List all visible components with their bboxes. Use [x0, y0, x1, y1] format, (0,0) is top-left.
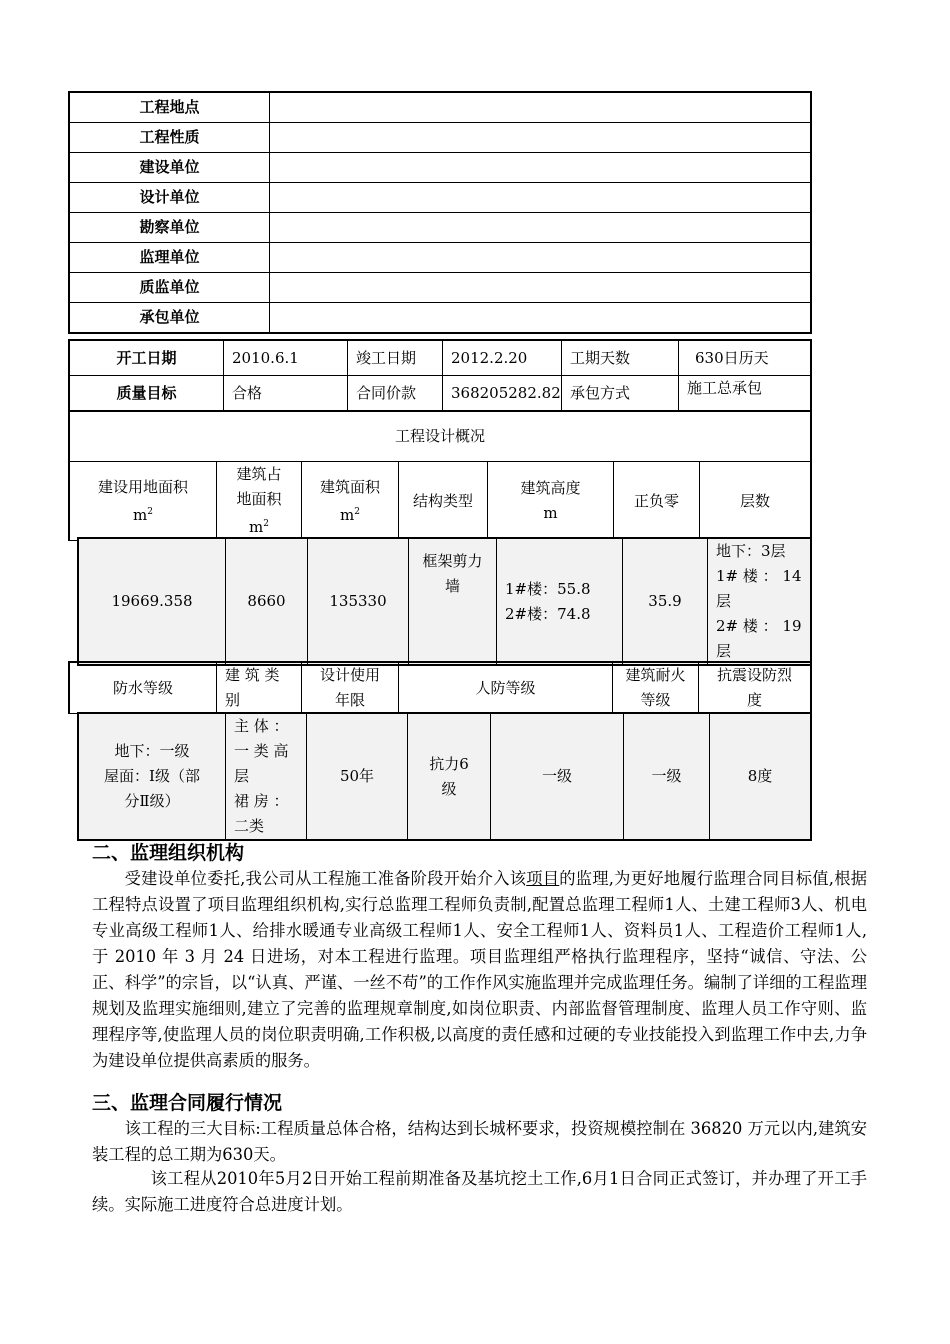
- floors-header: 层数: [700, 462, 812, 541]
- info-value: [270, 273, 812, 303]
- info-label: 质监单位: [69, 273, 270, 303]
- zero-level-value: 35.9: [623, 538, 708, 665]
- info-row: [69, 213, 811, 243]
- info-label: 工程地点: [69, 92, 270, 123]
- start-date-value: 2010.6.1: [224, 340, 348, 376]
- info-value: [270, 183, 812, 213]
- structure-header: 结构类型: [399, 462, 488, 541]
- contract-type-label: 承包方式: [562, 376, 679, 412]
- section-3-paragraph-2: 该工程从2010年5月2日开始工程前期准备及基坑挖土工作,6月1日合同正式签订，并办理了开工手续。实际施工进度符合总进度计划。: [92, 1169, 867, 1214]
- design-values-table: [77, 537, 812, 666]
- design-values-table-2: [77, 712, 812, 841]
- info-row: [69, 303, 811, 334]
- civil-defense-header: 人防等级: [399, 662, 613, 714]
- project-link-text: 项目: [526, 869, 560, 888]
- start-date-label: 开工日期: [69, 340, 224, 376]
- design-overview-title: 工程设计概况: [69, 411, 811, 462]
- schedule-table: [68, 339, 812, 412]
- info-row: [69, 92, 811, 123]
- info-label: 承包单位: [69, 303, 270, 334]
- fire-resistance-header: 建筑耐火 等级: [613, 662, 699, 714]
- category-value: 主 体 ： 一 类 高 层 裙 房 ： 二类: [226, 713, 307, 840]
- info-label: 工程性质: [69, 123, 270, 153]
- design-overview-header-table: [68, 410, 812, 541]
- structure-value: 框架剪力 墙: [409, 538, 497, 665]
- design-header-table-2: [68, 661, 812, 714]
- duration-label: 工期天数: [562, 340, 679, 376]
- footprint-header: 建筑占 地面积 $m^2$: [217, 462, 302, 541]
- section-2-paragraph: 受建设单位委托,我公司从工程施工准备阶段开始介入该项目的监理,为更好地履行监理合同目标值,根据工程特点设置了项目监理组织机构,实行总监理工程师负责制,配置总监理工程师1人、土建工程师3人、机电专业高级工程师1人、给排水暖通专业高级工程师1人、安全工程师1人、资料员1人、工程造价工程师1人, 于 2010 年 3 月 24 日进场，对本工程进行监理。项目监理组严格执行监理程序，坚持“诚信、守法、公正、科学”的宗旨，以“认真、严谨、一丝不苟”的工作作风实施监理并完成监理任务。编制了详细的工程监理规划及监理实施细则,建立了完善的监理规章制度,如岗位职责、内部监督管理制度、监理人员工作守则、监理程序等,使监理人员的岗位职责明确,工作积极,以高度的责任感和过硬的专业技能投入到监理工作中去,力争为建设单位提供高素质的服务。: [92, 869, 867, 1070]
- category-header: 建 筑 类 别: [217, 662, 302, 714]
- waterproof-value: 地下：一级 屋面：Ⅰ级（部 分Ⅱ级）: [78, 713, 226, 840]
- footprint-value: 8660: [226, 538, 308, 665]
- waterproof-header: 防水等级: [69, 662, 217, 714]
- end-date-label: 竣工日期: [348, 340, 443, 376]
- info-value: [270, 303, 812, 334]
- project-info-table: [68, 91, 812, 334]
- floors-value: 地下：3层 1# 楼 ： 14 层 2# 楼 ： 19 层: [708, 538, 812, 665]
- zero-level-header: 正负零: [614, 462, 700, 541]
- duration-value: 630日历天: [679, 340, 812, 376]
- info-label: 勘察单位: [69, 213, 270, 243]
- height-value: 1#楼：55.8 2#楼：74.8: [497, 538, 623, 665]
- info-value: [270, 123, 812, 153]
- info-label: 建设单位: [69, 153, 270, 183]
- quality-value: 合格: [224, 376, 348, 412]
- height-header: 建筑高度 m: [488, 462, 614, 541]
- info-value: [270, 153, 812, 183]
- info-value: [270, 213, 812, 243]
- land-area-value: 19669.358: [78, 538, 226, 665]
- quality-label: 质量目标: [69, 376, 224, 412]
- seismic-value: 8度: [710, 713, 812, 840]
- civil-defense-value: 一级: [491, 713, 624, 840]
- floor-area-value: 135330: [308, 538, 409, 665]
- fire-resistance-value: 一级: [624, 713, 710, 840]
- end-date-value: 2012.2.20: [443, 340, 562, 376]
- info-row: [69, 153, 811, 183]
- service-life-header: 设计使用 年限: [302, 662, 399, 714]
- section-2-heading: 二、监理组织机构: [92, 842, 245, 864]
- info-row: [69, 243, 811, 273]
- info-value: [270, 92, 812, 123]
- section-3-heading: 三、监理合同履行情况: [92, 1092, 283, 1114]
- info-row: [69, 273, 811, 303]
- service-life-value: 50年: [307, 713, 408, 840]
- info-label: 设计单位: [69, 183, 270, 213]
- land-area-header: 建设用地面积 $m^2$: [69, 462, 217, 541]
- price-value: 368205282.82: [443, 376, 562, 412]
- info-label: 监理单位: [69, 243, 270, 273]
- info-row: [69, 183, 811, 213]
- contract-type-value: 施工总承包: [679, 376, 812, 412]
- resistance-value: 抗力6 级: [408, 713, 491, 840]
- price-label: 合同价款: [348, 376, 443, 412]
- seismic-header: 抗震设防烈 度: [699, 662, 812, 714]
- info-row: [69, 123, 811, 153]
- info-value: [270, 243, 812, 273]
- section-3-paragraph-1: 该工程的三大目标:工程质量总体合格，结构达到长城杯要求，投资规模控制在 36820 万元以内,建筑安装工程的总工期为630天。: [92, 1119, 867, 1164]
- floor-area-header: 建筑面积 $m^2$: [302, 462, 399, 541]
